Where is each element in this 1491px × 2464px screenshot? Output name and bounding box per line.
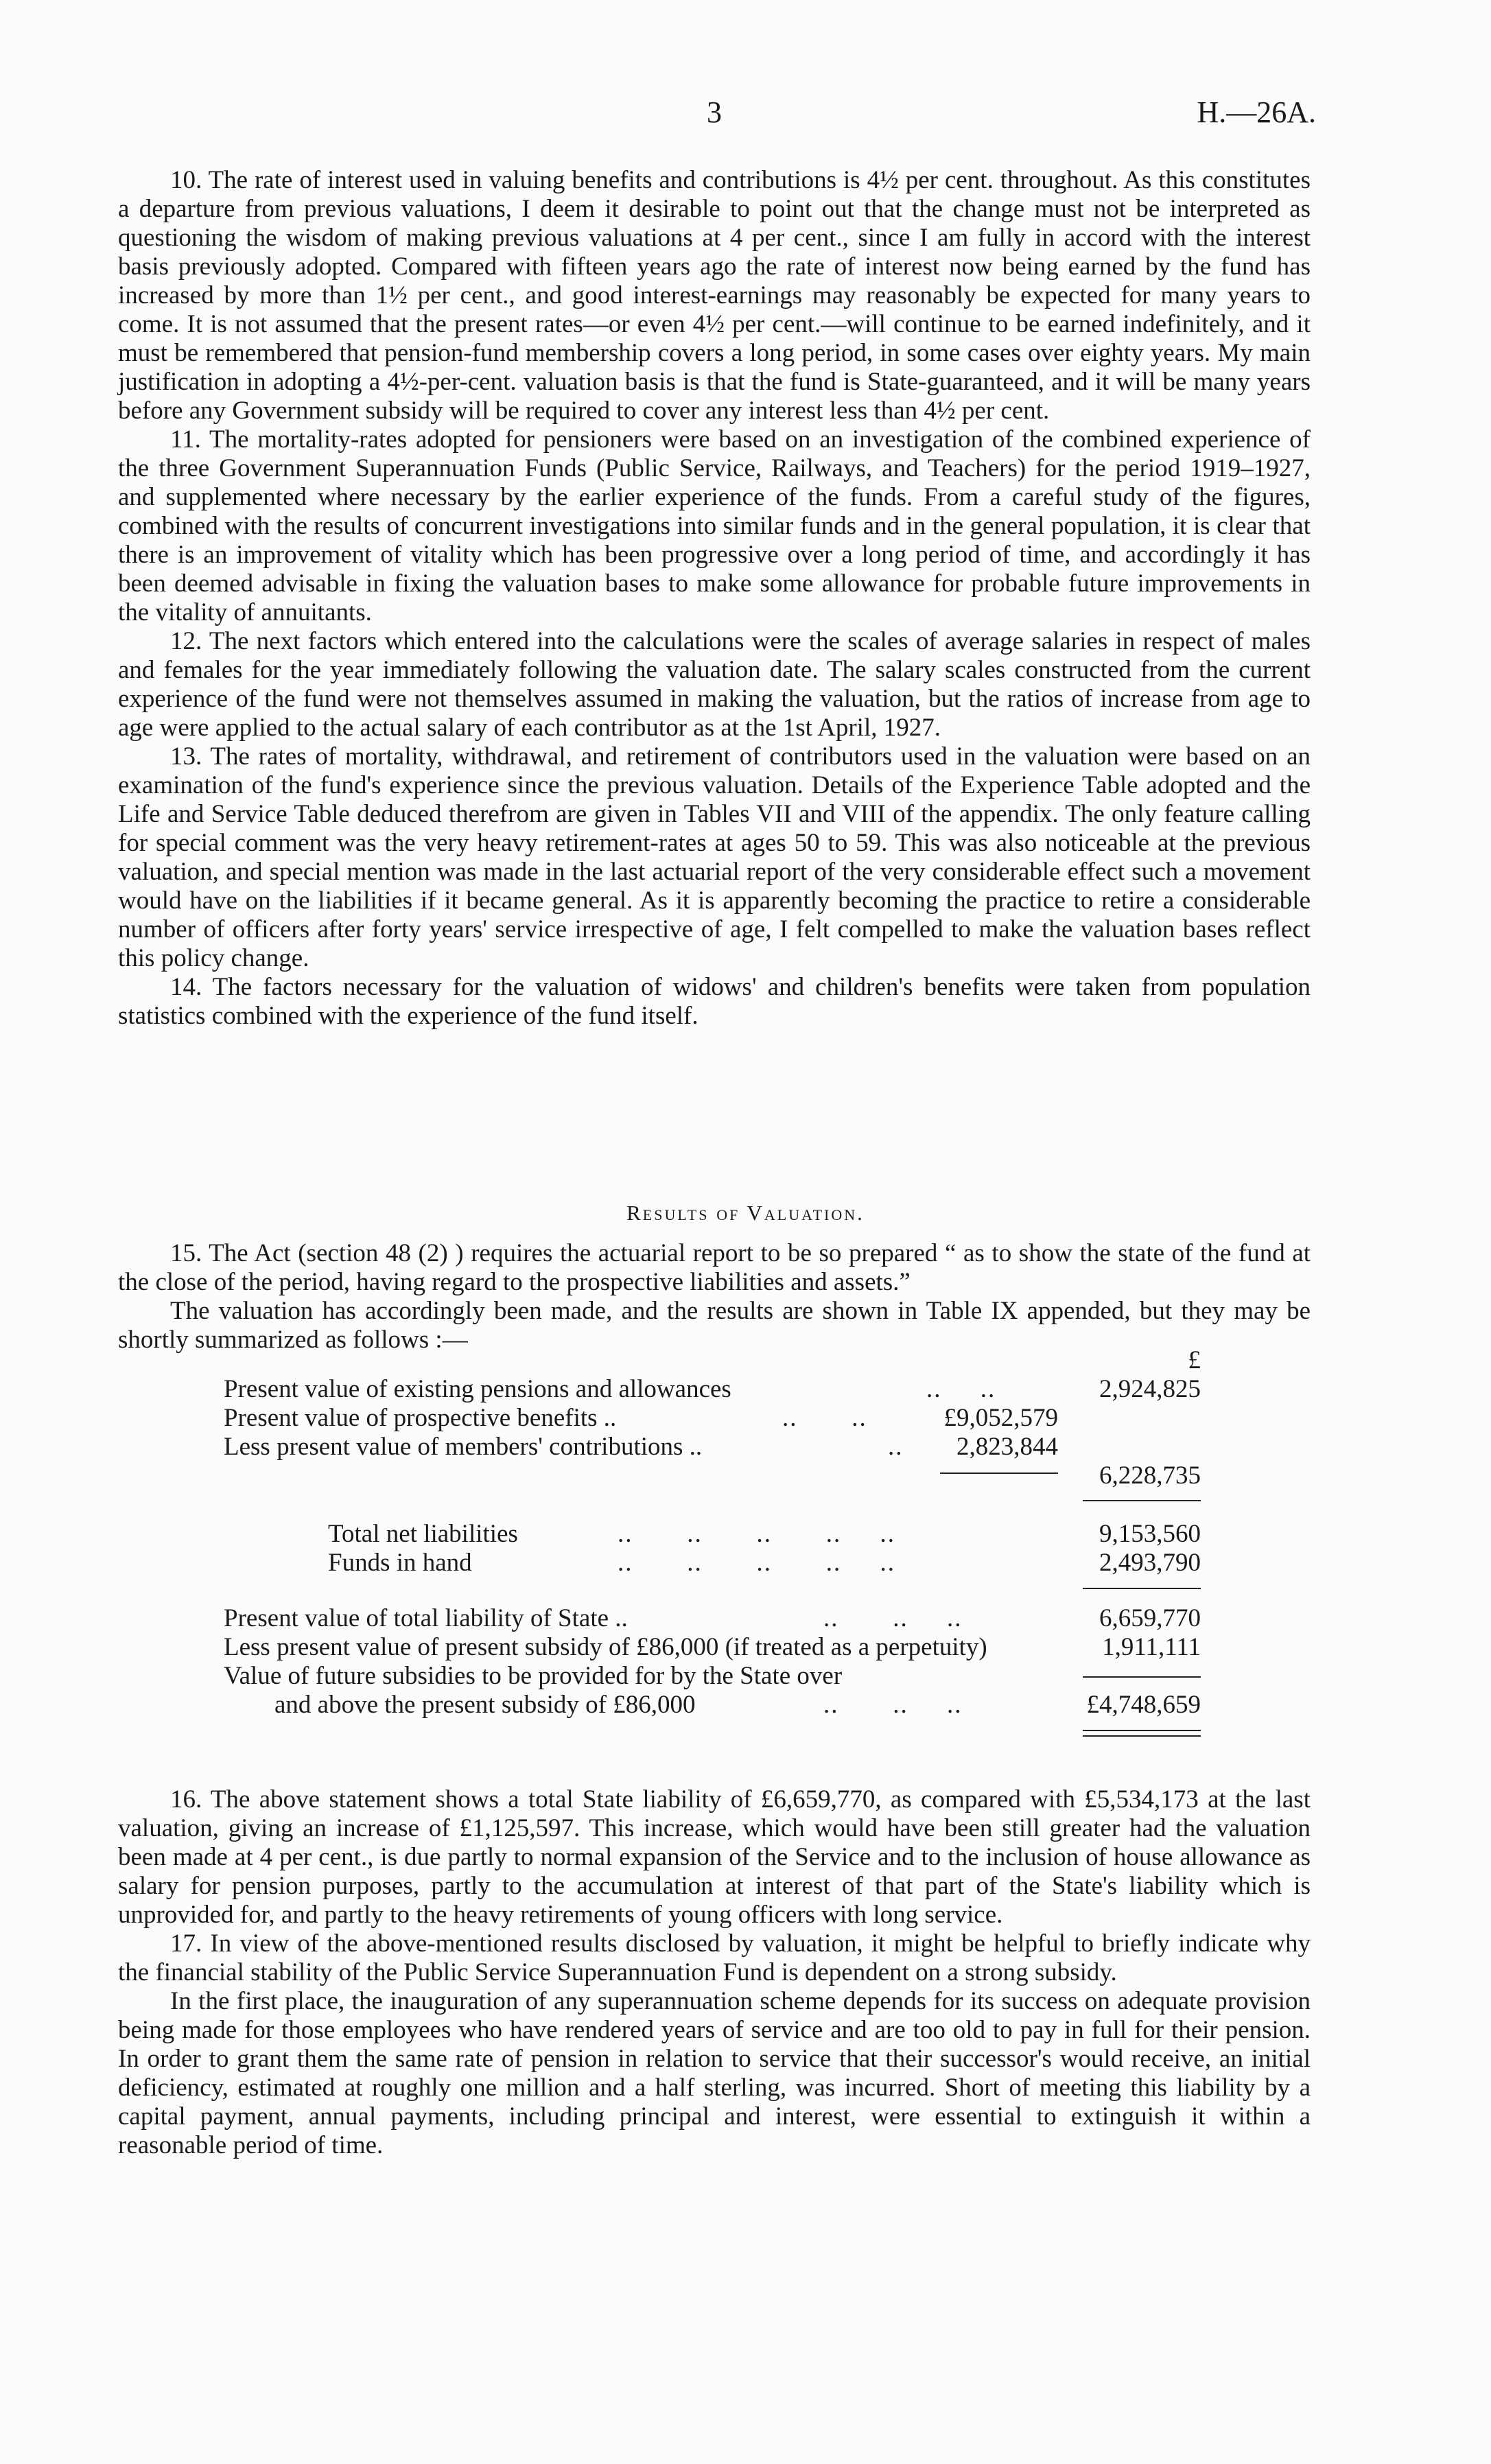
paragraph-10: 10. The rate of interest used in valuing benefits and contributions is 4½ per cent. throughout. As this constitutes a departure from previous valuations, I deem it desirable to point out that the change must not be interpreted as questioning the wisdom of making previous valuations at 4 per cent., since I am fully in accord with the interest basis previously adopted. Compared with fifteen years ago the rate of interest now being earned by the fund has increased by more than 1½ per cent., and good interest-earnings may reasonably be expected for many years to come. It is not assumed that the present rates—or even 4½ per cent.—will continue to be earned indefinitely, and it must be remembered that pension-fund membership covers a long period, in some cases over eighty years. My main justification in adopting a 4½-per-cent. valuation basis is that the fund is State-guaranteed, and it will be many years before any Government subsidy will be required to cover any interest less than 4½ per cent. — [118, 166, 1311, 425]
row-prospective-benefits-amount: £9,052,579 — [943, 1404, 1058, 1432]
row-members-contributions-amount: 2,823,844 — [956, 1433, 1058, 1461]
paragraph-12: 12. The next factors which entered into the calculations were the scales of average salaries in respect of males and females for the year immediately following the valuation date. The salary scales constructed from the current experience of the fund were not themselves assumed in making the valuation, but the ratios of increase from age to age were applied to the actual salary of each contributor as at the 1st April, 1927. — [118, 627, 1311, 742]
page-header — [0, 95, 1491, 136]
row-funds-in-hand-label: Funds in hand — [328, 1549, 472, 1577]
leader-dots: .. .. — [926, 1375, 996, 1403]
row-existing-pensions-label: Present value of existing pensions and allowances — [224, 1375, 731, 1403]
leader-dots: .. .. .. .. .. — [618, 1549, 895, 1577]
paragraph-11: 11. The mortality-rates adopted for pensioners were based on an investigation of the combined experience of the three Government Superannuation Funds (Public Service, Railways, and Teachers) for the period 1919–1927, and supplemented where necessary by the earlier experience of the funds. From a careful study of the figures, combined with the results of concurrent investigations into similar funds and in the general population, it is clear that there is an improvement of vitality which has been progressive over a long period of time, and accordingly it has been deemed advisable in fixing the valuation bases to make some allowance for probable future improvements in the vitality of annuitants. — [118, 425, 1311, 626]
leader-dots: .. — [888, 1433, 904, 1461]
body-text-bottom — [118, 1785, 1311, 2160]
row-future-subsidies-label-2: and above the present subsidy of £86,000 — [274, 1691, 696, 1719]
page-number: 3 — [707, 95, 722, 129]
row-net-prospective-amount: 6,228,735 — [1099, 1462, 1201, 1490]
paragraph-17-continued: In the first place, the inauguration of any superannuation scheme depends for its success on adequate provision being made for those employees who have rendered years of service and are too old to pay in full for their pension. In order to grant them the same rate of pension in relation to service that their successor's would receive, an initial deficiency, estimated at roughly one million and a half sterling, was incurred. Short of meeting this liability by a capital payment, annual payments, including principal and interest, were essential to extinguish it within a reasonable period of time. — [118, 1987, 1311, 2159]
body-text-mid — [118, 1239, 1311, 1354]
leader-dots: .. .. .. .. .. — [618, 1520, 895, 1548]
row-total-net-liabilities-amount: 9,153,560 — [1099, 1520, 1201, 1548]
paragraph-13: 13. The rates of mortality, withdrawal, and retirement of contributors used in the valuation were based on an examination of the fund's experience since the previous valuation. Details of the Experience Table adopted and the Life and Service Table deduced therefrom are given in Tables VII and VIII of the appendix. The only feature calling for special comment was the very heavy retirement-rates at ages 50 to 59. This was also noticeable at the previous valuation, and special mention was made in the last actuarial report of the very considerable effect such a movement would have on the liabilities if it became general. As it is apparently becoming the practice to retire a considerable number of officers after forty years' service irrespective of age, I felt compelled to make the valuation bases reflect this policy change. — [118, 742, 1311, 972]
leader-dots: .. .. — [782, 1404, 867, 1432]
subtotal-rule — [940, 1472, 1058, 1474]
paragraph-14: 14. The factors necessary for the valuation of widows' and children's benefits were taken from population statistics combined with the experience of the fund itself. — [118, 973, 1311, 1030]
leader-dots: .. .. .. — [823, 1604, 963, 1632]
paragraph-15: 15. The Act (section 48 (2) ) requires the actuarial report to be so prepared “ as to show the state of the fund at the close of the period, having regard to the prospective liabilities and assets.” — [118, 1239, 1311, 1296]
row-total-net-liabilities-label: Total net liabilities — [328, 1520, 518, 1548]
paragraph-15-continued: The valuation has accordingly been made, and the results are shown in Table IX appended, but they may be shortly summarized as follows :— — [118, 1297, 1311, 1354]
row-state-liability-amount: 6,659,770 — [1099, 1604, 1201, 1632]
row-state-liability-label: Present value of total liability of State .. — [224, 1604, 628, 1632]
body-text-top — [118, 166, 1311, 1031]
currency-header: £ — [1188, 1346, 1201, 1374]
subtotal-rule — [1083, 1676, 1201, 1678]
row-present-subsidy-amount: 1,911,111 — [1102, 1633, 1201, 1661]
row-present-subsidy-label: Less present value of present subsidy of £86,000 (if treated as a perpetuity) — [224, 1633, 987, 1661]
row-future-subsidies-amount: £4,748,659 — [1086, 1691, 1201, 1719]
total-rule — [1083, 1500, 1201, 1501]
row-existing-pensions-amount: 2,924,825 — [1099, 1375, 1201, 1403]
row-funds-in-hand-amount: 2,493,790 — [1099, 1549, 1201, 1577]
paragraph-17: 17. In view of the above-mentioned results disclosed by valuation, it might be helpful to briefly indicate why the financial stability of the Public Service Superannuation Fund is dependent on a strong subsidy. — [118, 1929, 1311, 1986]
double-rule-lower — [1083, 1735, 1201, 1737]
paragraph-16: 16. The above statement shows a total State liability of £6,659,770, as compared with £5,534,173 at the last valuation, giving an increase of £1,125,597. This increase, which would have been still greater had the valuation been made at 4 per cent., is due partly to normal expansion of the Service and to the inclusion of house allowance as salary for pension purposes, partly to the accumulation at interest of that part of the State's liability which is unprovided for, and partly to the heavy retirements of young officers with long service. — [118, 1785, 1311, 1929]
row-members-contributions-label: Less present value of members' contributions .. — [224, 1433, 703, 1461]
total-rule — [1083, 1588, 1201, 1589]
section-heading: Results of Valuation. — [626, 1201, 865, 1225]
double-rule-upper — [1083, 1730, 1201, 1731]
leader-dots: .. .. .. — [823, 1691, 963, 1719]
row-future-subsidies-label-1: Value of future subsidies to be provided for by the State over — [224, 1662, 843, 1690]
document-reference: H.—26A. — [1197, 95, 1316, 129]
row-prospective-benefits-label: Present value of prospective benefits .. — [224, 1404, 617, 1432]
